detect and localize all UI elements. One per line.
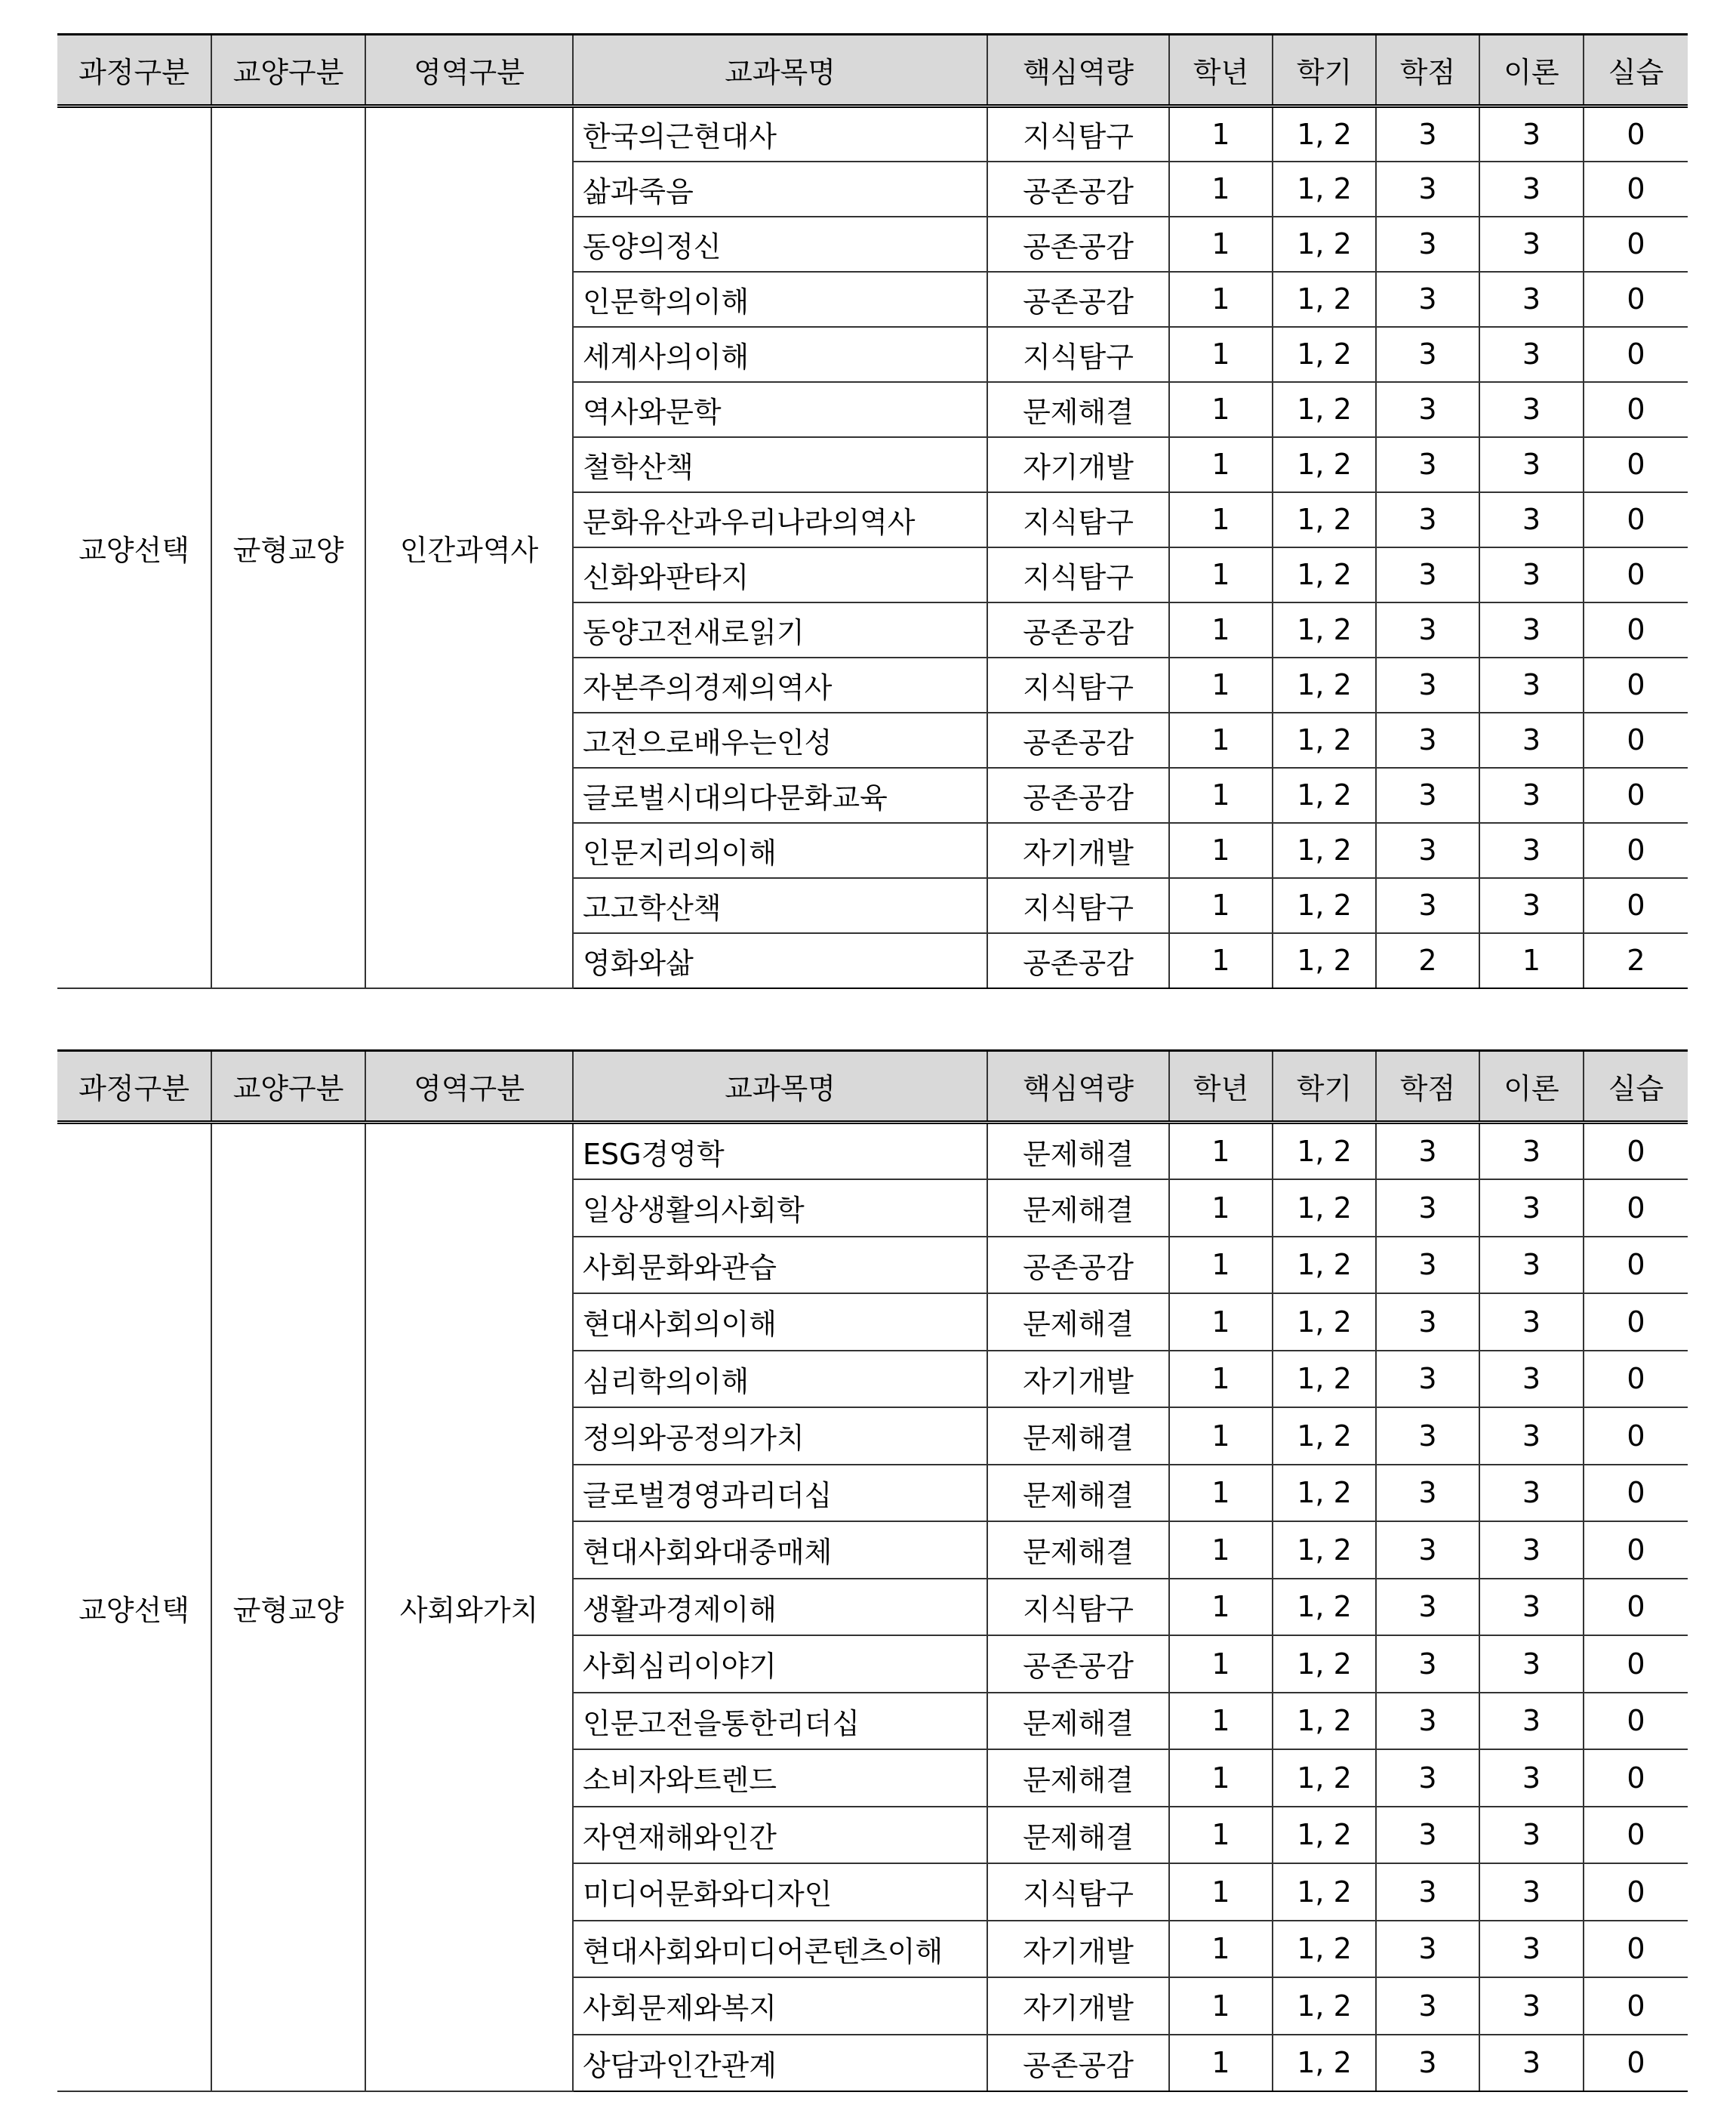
semester-cell: 1, 2	[1273, 602, 1376, 658]
grade-cell: 1	[1169, 1293, 1273, 1351]
credit-cell: 3	[1376, 1635, 1479, 1693]
semester-cell: 1, 2	[1273, 823, 1376, 878]
theory-cell: 3	[1479, 1807, 1584, 1864]
grade-header: 학년	[1169, 1051, 1273, 1123]
semester-header: 학기	[1273, 35, 1376, 106]
credit-cell: 3	[1376, 658, 1479, 713]
area-header: 영역구분	[365, 35, 573, 106]
semester-cell: 1, 2	[1273, 1407, 1376, 1465]
theory-cell: 3	[1479, 1749, 1584, 1807]
grade-cell: 1	[1169, 1635, 1273, 1693]
credit-cell: 3	[1376, 1293, 1479, 1351]
credit-cell: 3	[1376, 1521, 1479, 1579]
theory-cell: 3	[1479, 1921, 1584, 1978]
theory-cell: 3	[1479, 658, 1584, 713]
semester-cell: 1, 2	[1273, 1293, 1376, 1351]
theory-cell: 3	[1479, 106, 1584, 162]
course-type-header: 과정구분	[57, 1051, 211, 1123]
header-row	[57, 35, 1688, 106]
practice-header: 실습	[1584, 1051, 1688, 1123]
credit-cell: 3	[1376, 2035, 1479, 2092]
practice-cell: 0	[1584, 272, 1688, 327]
grade-cell: 1	[1169, 823, 1273, 878]
credit-cell: 3	[1376, 1465, 1479, 1522]
grade-cell: 1	[1169, 1179, 1273, 1237]
table-header	[57, 1051, 1688, 1123]
core-competency-cell: 지식탐구	[987, 492, 1169, 547]
core-competency-cell: 지식탐구	[987, 658, 1169, 713]
semester-cell: 1, 2	[1273, 1921, 1376, 1978]
table-body	[57, 106, 1688, 988]
core-competency-cell: 문제해결	[987, 1407, 1169, 1465]
table-row	[57, 1123, 1688, 1180]
theory-cell: 3	[1479, 1407, 1584, 1465]
liberal-type-cell: 균형교양	[211, 106, 365, 988]
core-competency-cell: 자기개발	[987, 1921, 1169, 1978]
course-type-cell: 교양선택	[57, 1123, 211, 2092]
core-competency-cell: 공존공감	[987, 272, 1169, 327]
grade-cell: 1	[1169, 1863, 1273, 1921]
semester-cell: 1, 2	[1273, 1179, 1376, 1237]
core-competency-cell: 공존공감	[987, 162, 1169, 217]
theory-cell: 3	[1479, 547, 1584, 602]
practice-cell: 0	[1584, 1237, 1688, 1294]
course-name-cell: 정의와공정의가치	[573, 1407, 987, 1465]
credit-cell: 3	[1376, 1863, 1479, 1921]
semester-cell: 1, 2	[1273, 1465, 1376, 1522]
semester-cell: 1, 2	[1273, 1807, 1376, 1864]
practice-cell: 0	[1584, 492, 1688, 547]
theory-cell: 3	[1479, 823, 1584, 878]
practice-cell: 0	[1584, 1863, 1688, 1921]
credit-cell: 3	[1376, 1693, 1479, 1750]
theory-cell: 3	[1479, 327, 1584, 382]
practice-cell: 0	[1584, 217, 1688, 272]
credit-cell: 3	[1376, 106, 1479, 162]
practice-cell: 0	[1584, 162, 1688, 217]
core-competency-cell: 지식탐구	[987, 547, 1169, 602]
grade-cell: 1	[1169, 1977, 1273, 2035]
grade-cell: 1	[1169, 1123, 1273, 1180]
semester-cell: 1, 2	[1273, 1351, 1376, 1408]
grade-cell: 1	[1169, 658, 1273, 713]
course-name-cell: 인문고전을통한리더십	[573, 1693, 987, 1750]
grade-cell: 1	[1169, 1693, 1273, 1750]
course-name-cell: 사회문제와복지	[573, 1977, 987, 2035]
theory-cell: 3	[1479, 878, 1584, 933]
semester-cell: 1, 2	[1273, 217, 1376, 272]
grade-header: 학년	[1169, 35, 1273, 106]
practice-cell: 0	[1584, 1123, 1688, 1180]
grade-cell: 1	[1169, 1407, 1273, 1465]
semester-cell: 1, 2	[1273, 1579, 1376, 1636]
credit-header: 학점	[1376, 1051, 1479, 1123]
credit-cell: 3	[1376, 382, 1479, 437]
theory-cell: 3	[1479, 1521, 1584, 1579]
semester-cell: 1, 2	[1273, 1977, 1376, 2035]
course-name-cell: 고전으로배우는인성	[573, 713, 987, 768]
practice-cell: 0	[1584, 878, 1688, 933]
semester-cell: 1, 2	[1273, 382, 1376, 437]
liberal-type-header: 교양구분	[211, 35, 365, 106]
practice-cell: 0	[1584, 1921, 1688, 1978]
theory-header: 이론	[1479, 1051, 1584, 1123]
course-name-header: 교과목명	[573, 35, 987, 106]
practice-cell: 0	[1584, 437, 1688, 492]
semester-cell: 1, 2	[1273, 713, 1376, 768]
practice-cell: 0	[1584, 1293, 1688, 1351]
credit-cell: 3	[1376, 878, 1479, 933]
theory-cell: 3	[1479, 492, 1584, 547]
credit-cell: 3	[1376, 823, 1479, 878]
practice-cell: 0	[1584, 327, 1688, 382]
credit-cell: 3	[1376, 1579, 1479, 1636]
grade-cell: 1	[1169, 1351, 1273, 1408]
course-name-cell: 사회심리이야기	[573, 1635, 987, 1693]
theory-cell: 3	[1479, 1237, 1584, 1294]
practice-cell: 0	[1584, 713, 1688, 768]
area-cell: 인간과역사	[365, 106, 573, 988]
semester-cell: 1, 2	[1273, 106, 1376, 162]
course-name-cell: 세계사의이해	[573, 327, 987, 382]
credit-cell: 3	[1376, 602, 1479, 658]
semester-cell: 1, 2	[1273, 547, 1376, 602]
practice-cell: 0	[1584, 768, 1688, 823]
credit-cell: 3	[1376, 492, 1479, 547]
practice-cell: 0	[1584, 1351, 1688, 1408]
practice-cell: 0	[1584, 658, 1688, 713]
area-cell: 사회와가치	[365, 1123, 573, 2092]
semester-cell: 1, 2	[1273, 1635, 1376, 1693]
theory-cell: 3	[1479, 1123, 1584, 1180]
credit-cell: 3	[1376, 1237, 1479, 1294]
semester-cell: 1, 2	[1273, 1237, 1376, 1294]
theory-cell: 3	[1479, 1693, 1584, 1750]
core-competency-cell: 문제해결	[987, 1693, 1169, 1750]
curriculum-table-1	[57, 33, 1688, 989]
core-competency-cell: 공존공감	[987, 1237, 1169, 1294]
core-competency-cell: 자기개발	[987, 437, 1169, 492]
course-name-cell: 일상생활의사회학	[573, 1179, 987, 1237]
course-name-cell: 삶과죽음	[573, 162, 987, 217]
practice-cell: 0	[1584, 547, 1688, 602]
core-competency-cell: 문제해결	[987, 382, 1169, 437]
semester-cell: 1, 2	[1273, 878, 1376, 933]
liberal-type-cell: 균형교양	[211, 1123, 365, 2092]
core-competency-cell: 문제해결	[987, 1465, 1169, 1522]
theory-cell: 3	[1479, 713, 1584, 768]
semester-cell: 1, 2	[1273, 492, 1376, 547]
semester-cell: 1, 2	[1273, 658, 1376, 713]
practice-cell: 0	[1584, 1807, 1688, 1864]
practice-cell: 0	[1584, 1465, 1688, 1522]
core-competency-cell: 공존공감	[987, 602, 1169, 658]
credit-cell: 3	[1376, 1807, 1479, 1864]
credit-cell: 3	[1376, 1407, 1479, 1465]
practice-cell: 0	[1584, 823, 1688, 878]
theory-cell: 3	[1479, 602, 1584, 658]
theory-cell: 3	[1479, 272, 1584, 327]
core-competency-cell: 문제해결	[987, 1807, 1169, 1864]
theory-cell: 1	[1479, 933, 1584, 988]
course-name-cell: 현대사회의이해	[573, 1293, 987, 1351]
practice-cell: 0	[1584, 1579, 1688, 1636]
course-name-cell: 생활과경제이해	[573, 1579, 987, 1636]
course-name-cell: 심리학의이해	[573, 1351, 987, 1408]
practice-cell: 0	[1584, 1977, 1688, 2035]
core-competency-cell: 자기개발	[987, 823, 1169, 878]
core-competency-cell: 지식탐구	[987, 327, 1169, 382]
theory-cell: 3	[1479, 382, 1584, 437]
core-competency-cell: 문제해결	[987, 1123, 1169, 1180]
course-type-cell: 교양선택	[57, 106, 211, 988]
semester-cell: 1, 2	[1273, 272, 1376, 327]
semester-cell: 1, 2	[1273, 162, 1376, 217]
core-competency-cell: 문제해결	[987, 1749, 1169, 1807]
credit-cell: 3	[1376, 547, 1479, 602]
theory-cell: 3	[1479, 1293, 1584, 1351]
credit-cell: 3	[1376, 327, 1479, 382]
theory-cell: 3	[1479, 1179, 1584, 1237]
theory-header: 이론	[1479, 35, 1584, 106]
theory-cell: 3	[1479, 1635, 1584, 1693]
core-competency-cell: 지식탐구	[987, 1579, 1169, 1636]
practice-cell: 0	[1584, 106, 1688, 162]
credit-cell: 3	[1376, 1351, 1479, 1408]
header-row	[57, 1051, 1688, 1123]
course-name-cell: 철학산책	[573, 437, 987, 492]
course-name-cell: 인문학의이해	[573, 272, 987, 327]
core-competency-header: 핵심역량	[987, 35, 1169, 106]
grade-cell: 1	[1169, 327, 1273, 382]
core-competency-cell: 공존공감	[987, 217, 1169, 272]
credit-cell: 3	[1376, 768, 1479, 823]
semester-cell: 1, 2	[1273, 2035, 1376, 2092]
table-row	[57, 106, 1688, 162]
grade-cell: 1	[1169, 768, 1273, 823]
core-competency-cell: 지식탐구	[987, 1863, 1169, 1921]
theory-cell: 3	[1479, 1579, 1584, 1636]
core-competency-cell: 문제해결	[987, 1293, 1169, 1351]
grade-cell: 1	[1169, 162, 1273, 217]
theory-cell: 3	[1479, 1465, 1584, 1522]
course-name-cell: 현대사회와미디어콘텐츠이해	[573, 1921, 987, 1978]
core-competency-cell: 자기개발	[987, 1977, 1169, 2035]
practice-cell: 0	[1584, 382, 1688, 437]
course-name-cell: 글로벌시대의다문화교육	[573, 768, 987, 823]
theory-cell: 3	[1479, 768, 1584, 823]
grade-cell: 1	[1169, 1807, 1273, 1864]
course-name-cell: 인문지리의이해	[573, 823, 987, 878]
semester-cell: 1, 2	[1273, 1749, 1376, 1807]
theory-cell: 3	[1479, 217, 1584, 272]
semester-header: 학기	[1273, 1051, 1376, 1123]
course-name-cell: 신화와판타지	[573, 547, 987, 602]
practice-cell: 0	[1584, 1179, 1688, 1237]
semester-cell: 1, 2	[1273, 437, 1376, 492]
semester-cell: 1, 2	[1273, 768, 1376, 823]
theory-cell: 3	[1479, 162, 1584, 217]
credit-cell: 3	[1376, 1123, 1479, 1180]
course-name-cell: 동양고전새로읽기	[573, 602, 987, 658]
core-competency-cell: 지식탐구	[987, 878, 1169, 933]
table-header	[57, 35, 1688, 106]
grade-cell: 1	[1169, 1521, 1273, 1579]
credit-header: 학점	[1376, 35, 1479, 106]
practice-cell: 0	[1584, 2035, 1688, 2092]
practice-cell: 0	[1584, 1407, 1688, 1465]
grade-cell: 1	[1169, 2035, 1273, 2092]
credit-cell: 3	[1376, 1977, 1479, 2035]
liberal-type-header: 교양구분	[211, 1051, 365, 1123]
grade-cell: 1	[1169, 547, 1273, 602]
table-body	[57, 1123, 1688, 2092]
core-competency-cell: 문제해결	[987, 1521, 1169, 1579]
course-name-cell: 문화유산과우리나라의역사	[573, 492, 987, 547]
course-name-cell: 현대사회와대중매체	[573, 1521, 987, 1579]
practice-header: 실습	[1584, 35, 1688, 106]
semester-cell: 1, 2	[1273, 933, 1376, 988]
theory-cell: 3	[1479, 1351, 1584, 1408]
semester-cell: 1, 2	[1273, 1123, 1376, 1180]
course-name-cell: 동양의정신	[573, 217, 987, 272]
credit-cell: 3	[1376, 1921, 1479, 1978]
grade-cell: 1	[1169, 1921, 1273, 1978]
course-name-cell: 글로벌경영과리더십	[573, 1465, 987, 1522]
credit-cell: 3	[1376, 272, 1479, 327]
course-name-cell: 역사와문학	[573, 382, 987, 437]
credit-cell: 2	[1376, 933, 1479, 988]
course-name-header: 교과목명	[573, 1051, 987, 1123]
core-competency-cell: 공존공감	[987, 1635, 1169, 1693]
grade-cell: 1	[1169, 272, 1273, 327]
area-header: 영역구분	[365, 1051, 573, 1123]
semester-cell: 1, 2	[1273, 327, 1376, 382]
theory-cell: 3	[1479, 1863, 1584, 1921]
credit-cell: 3	[1376, 713, 1479, 768]
grade-cell: 1	[1169, 713, 1273, 768]
credit-cell: 3	[1376, 162, 1479, 217]
course-name-cell: 한국의근현대사	[573, 106, 987, 162]
practice-cell: 0	[1584, 1521, 1688, 1579]
course-name-cell: 사회문화와관습	[573, 1237, 987, 1294]
grade-cell: 1	[1169, 1579, 1273, 1636]
core-competency-header: 핵심역량	[987, 1051, 1169, 1123]
course-name-cell: 고고학산책	[573, 878, 987, 933]
core-competency-cell: 공존공감	[987, 933, 1169, 988]
course-name-cell: 영화와삶	[573, 933, 987, 988]
grade-cell: 1	[1169, 492, 1273, 547]
theory-cell: 3	[1479, 1977, 1584, 2035]
core-competency-cell: 자기개발	[987, 1351, 1169, 1408]
semester-cell: 1, 2	[1273, 1693, 1376, 1750]
course-name-cell: 소비자와트렌드	[573, 1749, 987, 1807]
theory-cell: 3	[1479, 437, 1584, 492]
core-competency-cell: 공존공감	[987, 2035, 1169, 2092]
grade-cell: 1	[1169, 1465, 1273, 1522]
semester-cell: 1, 2	[1273, 1521, 1376, 1579]
grade-cell: 1	[1169, 382, 1273, 437]
curriculum-table-2	[57, 1049, 1688, 2092]
core-competency-cell: 공존공감	[987, 768, 1169, 823]
course-name-cell: ESG경영학	[573, 1123, 987, 1180]
course-type-header: 과정구분	[57, 35, 211, 106]
grade-cell: 1	[1169, 1749, 1273, 1807]
practice-cell: 2	[1584, 933, 1688, 988]
practice-cell: 0	[1584, 1693, 1688, 1750]
grade-cell: 1	[1169, 933, 1273, 988]
grade-cell: 1	[1169, 437, 1273, 492]
grade-cell: 1	[1169, 602, 1273, 658]
credit-cell: 3	[1376, 1749, 1479, 1807]
course-name-cell: 미디어문화와디자인	[573, 1863, 987, 1921]
core-competency-cell: 문제해결	[987, 1179, 1169, 1237]
course-name-cell: 자연재해와인간	[573, 1807, 987, 1864]
theory-cell: 3	[1479, 2035, 1584, 2092]
practice-cell: 0	[1584, 602, 1688, 658]
grade-cell: 1	[1169, 1237, 1273, 1294]
course-name-cell: 자본주의경제의역사	[573, 658, 987, 713]
practice-cell: 0	[1584, 1635, 1688, 1693]
course-name-cell: 상담과인간관계	[573, 2035, 987, 2092]
grade-cell: 1	[1169, 878, 1273, 933]
core-competency-cell: 공존공감	[987, 713, 1169, 768]
grade-cell: 1	[1169, 217, 1273, 272]
credit-cell: 3	[1376, 217, 1479, 272]
practice-cell: 0	[1584, 1749, 1688, 1807]
credit-cell: 3	[1376, 437, 1479, 492]
semester-cell: 1, 2	[1273, 1863, 1376, 1921]
core-competency-cell: 지식탐구	[987, 106, 1169, 162]
credit-cell: 3	[1376, 1179, 1479, 1237]
grade-cell: 1	[1169, 106, 1273, 162]
